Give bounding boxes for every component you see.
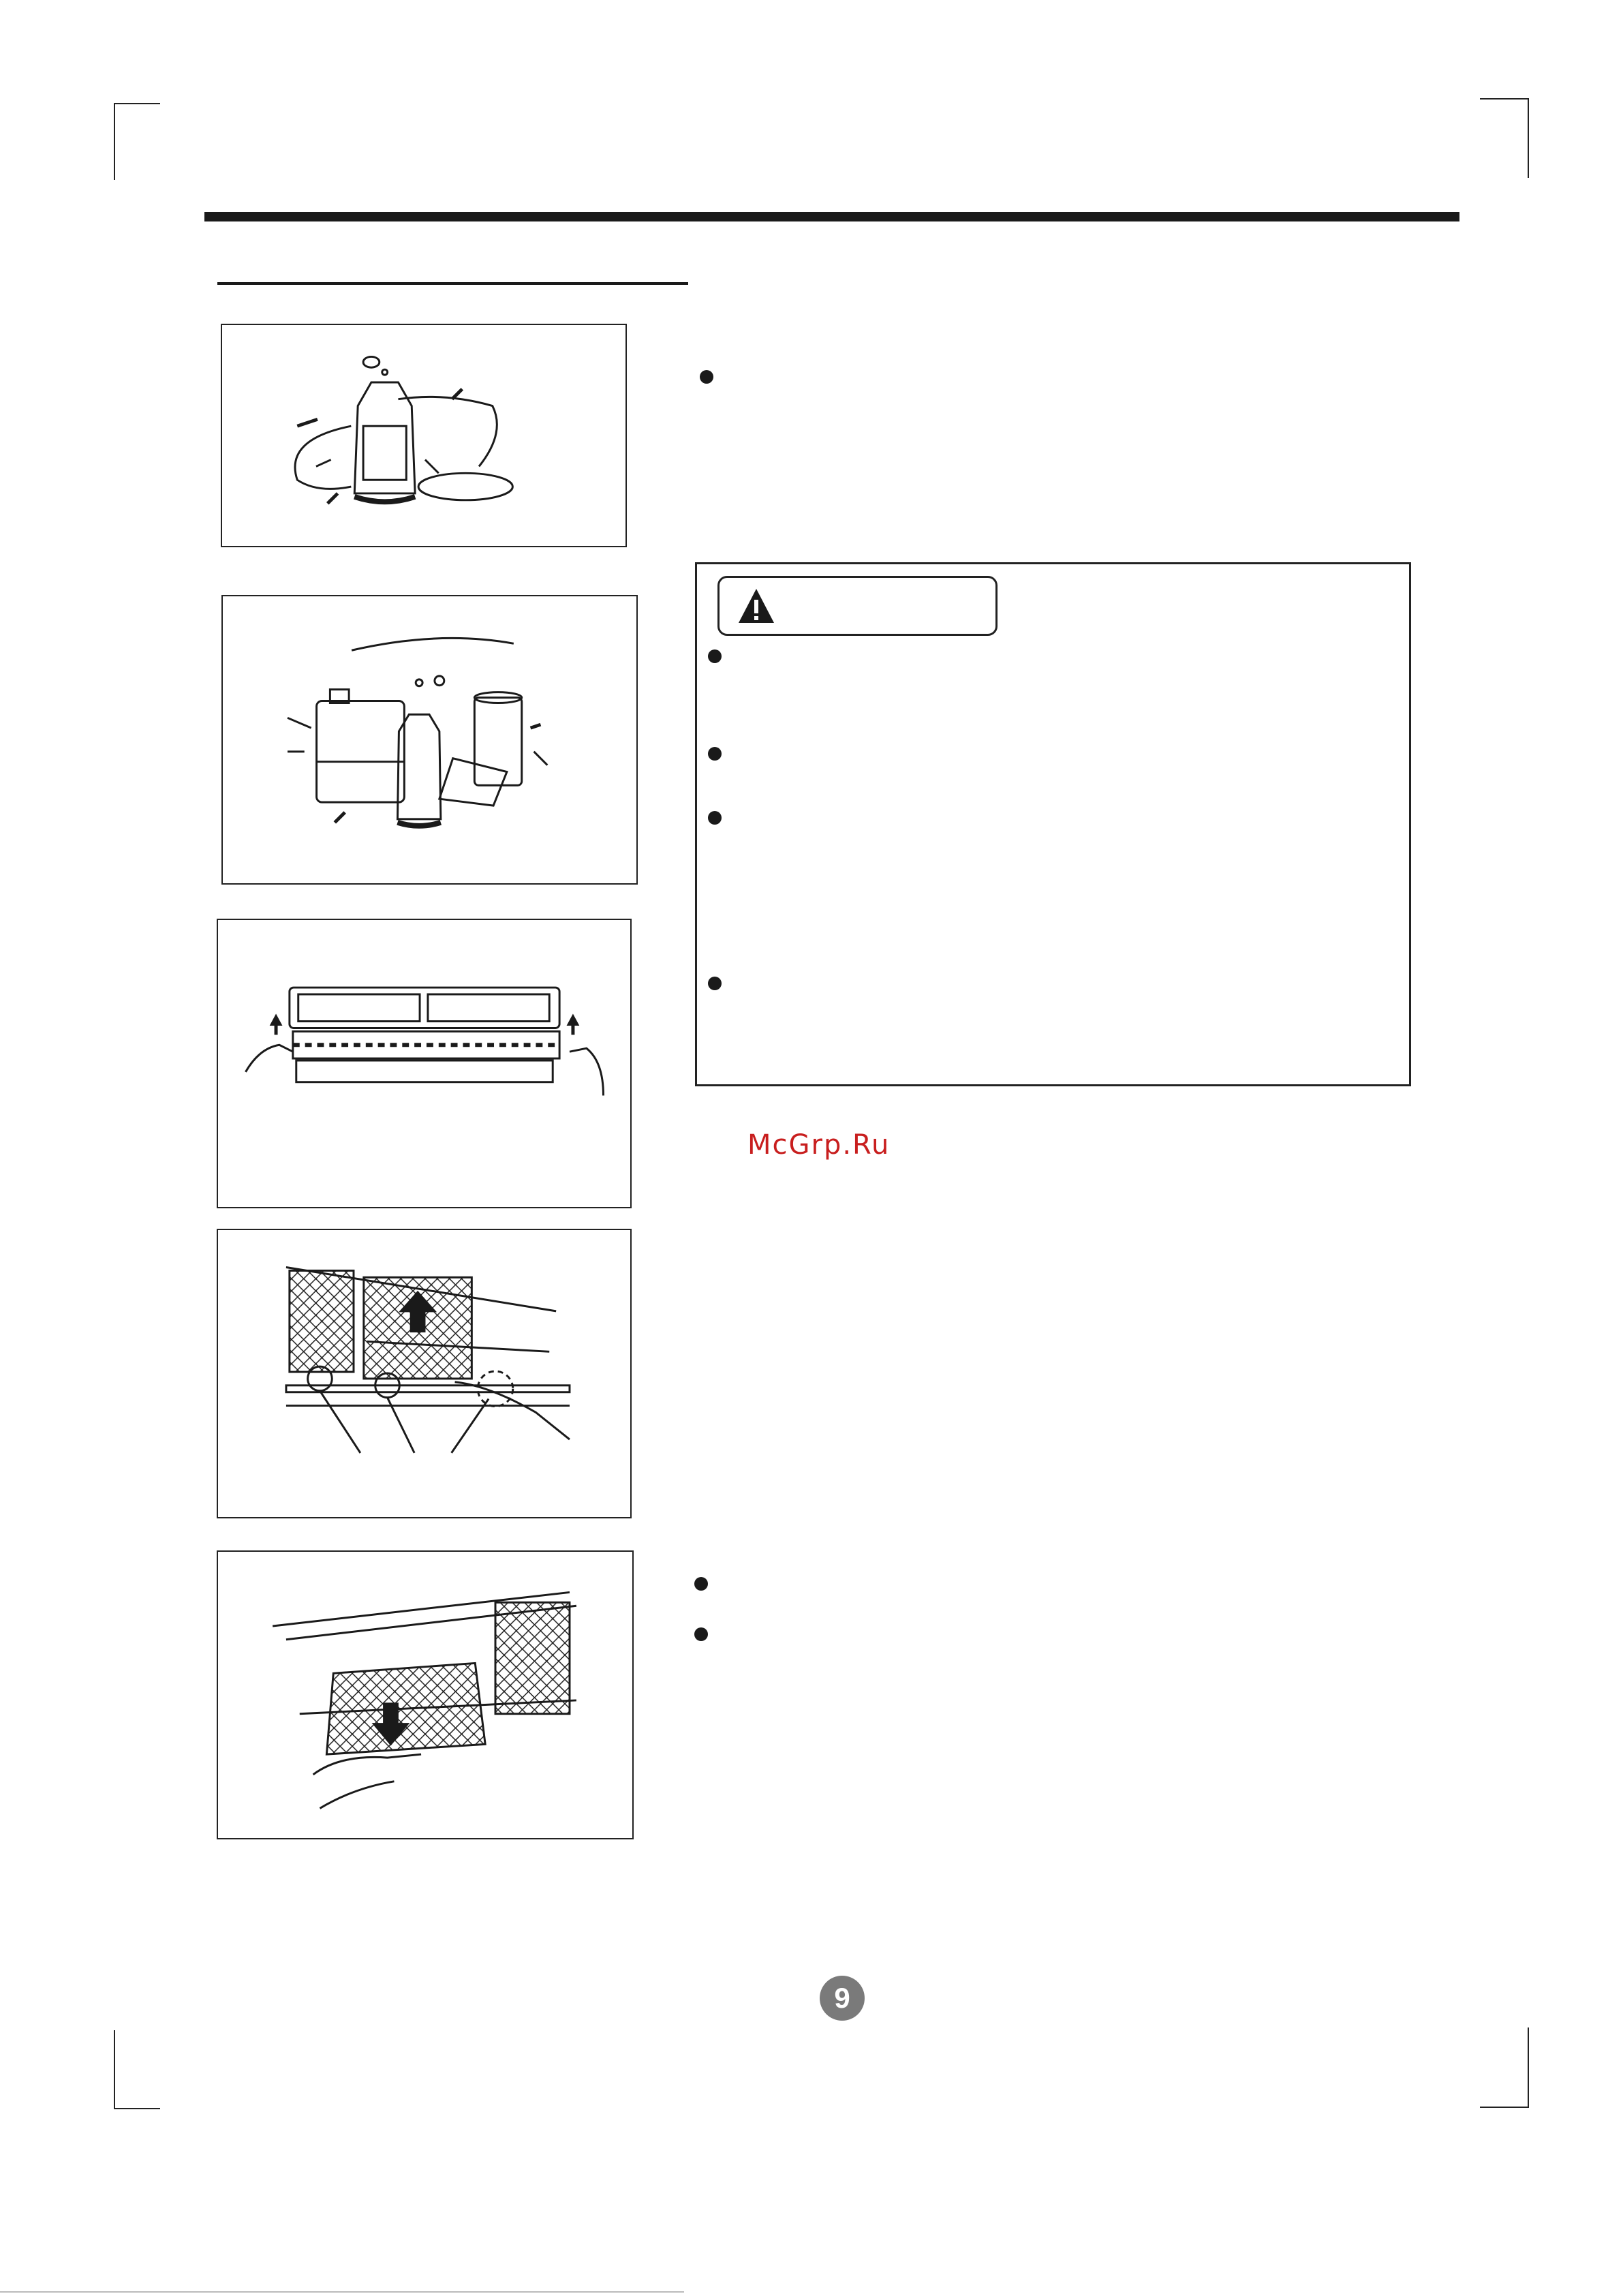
crop-mark-top-right-v (1528, 98, 1529, 178)
bullet-1 (700, 370, 713, 384)
figure-remove-filter-up (217, 1229, 632, 1518)
page-number-badge: 9 (820, 1976, 865, 2021)
crop-mark-top-left-v (114, 103, 115, 180)
figure-pull-filter-down (217, 1550, 634, 1839)
chemical-containers-icon (223, 596, 636, 883)
watermark-text: McGrp.Ru (747, 1129, 891, 1161)
crop-mark-top-right-h (1480, 98, 1529, 100)
filter-up-arrow-icon (218, 1230, 630, 1517)
crop-mark-bottom-left-v (114, 2030, 115, 2109)
warning-bullet-4 (708, 977, 722, 990)
warning-bullet-2 (708, 747, 722, 761)
bullet-3 (694, 1627, 708, 1641)
bottle-icon (222, 325, 625, 546)
crop-mark-bottom-left-h (114, 2108, 160, 2109)
crop-mark-bottom-right-v (1528, 2027, 1529, 2108)
bullet-2 (694, 1577, 708, 1591)
warning-bullet-1 (708, 649, 722, 663)
warning-box (695, 562, 1411, 1086)
figure-chemical-containers (221, 595, 638, 885)
warning-header (717, 576, 998, 636)
crop-mark-bottom-right-h (1480, 2107, 1529, 2108)
figure-solvent-bottle (221, 324, 627, 547)
section-underline (217, 282, 688, 285)
filter-down-arrow-icon (218, 1552, 632, 1838)
warning-bullet-3 (708, 811, 722, 825)
bottom-rule (0, 2291, 684, 2293)
crop-mark-top-left-h (114, 103, 160, 104)
warning-triangle-icon (737, 587, 775, 624)
header-rule (204, 212, 1459, 221)
figure-open-front-panel (217, 919, 632, 1208)
indoor-unit-icon (218, 920, 630, 1207)
